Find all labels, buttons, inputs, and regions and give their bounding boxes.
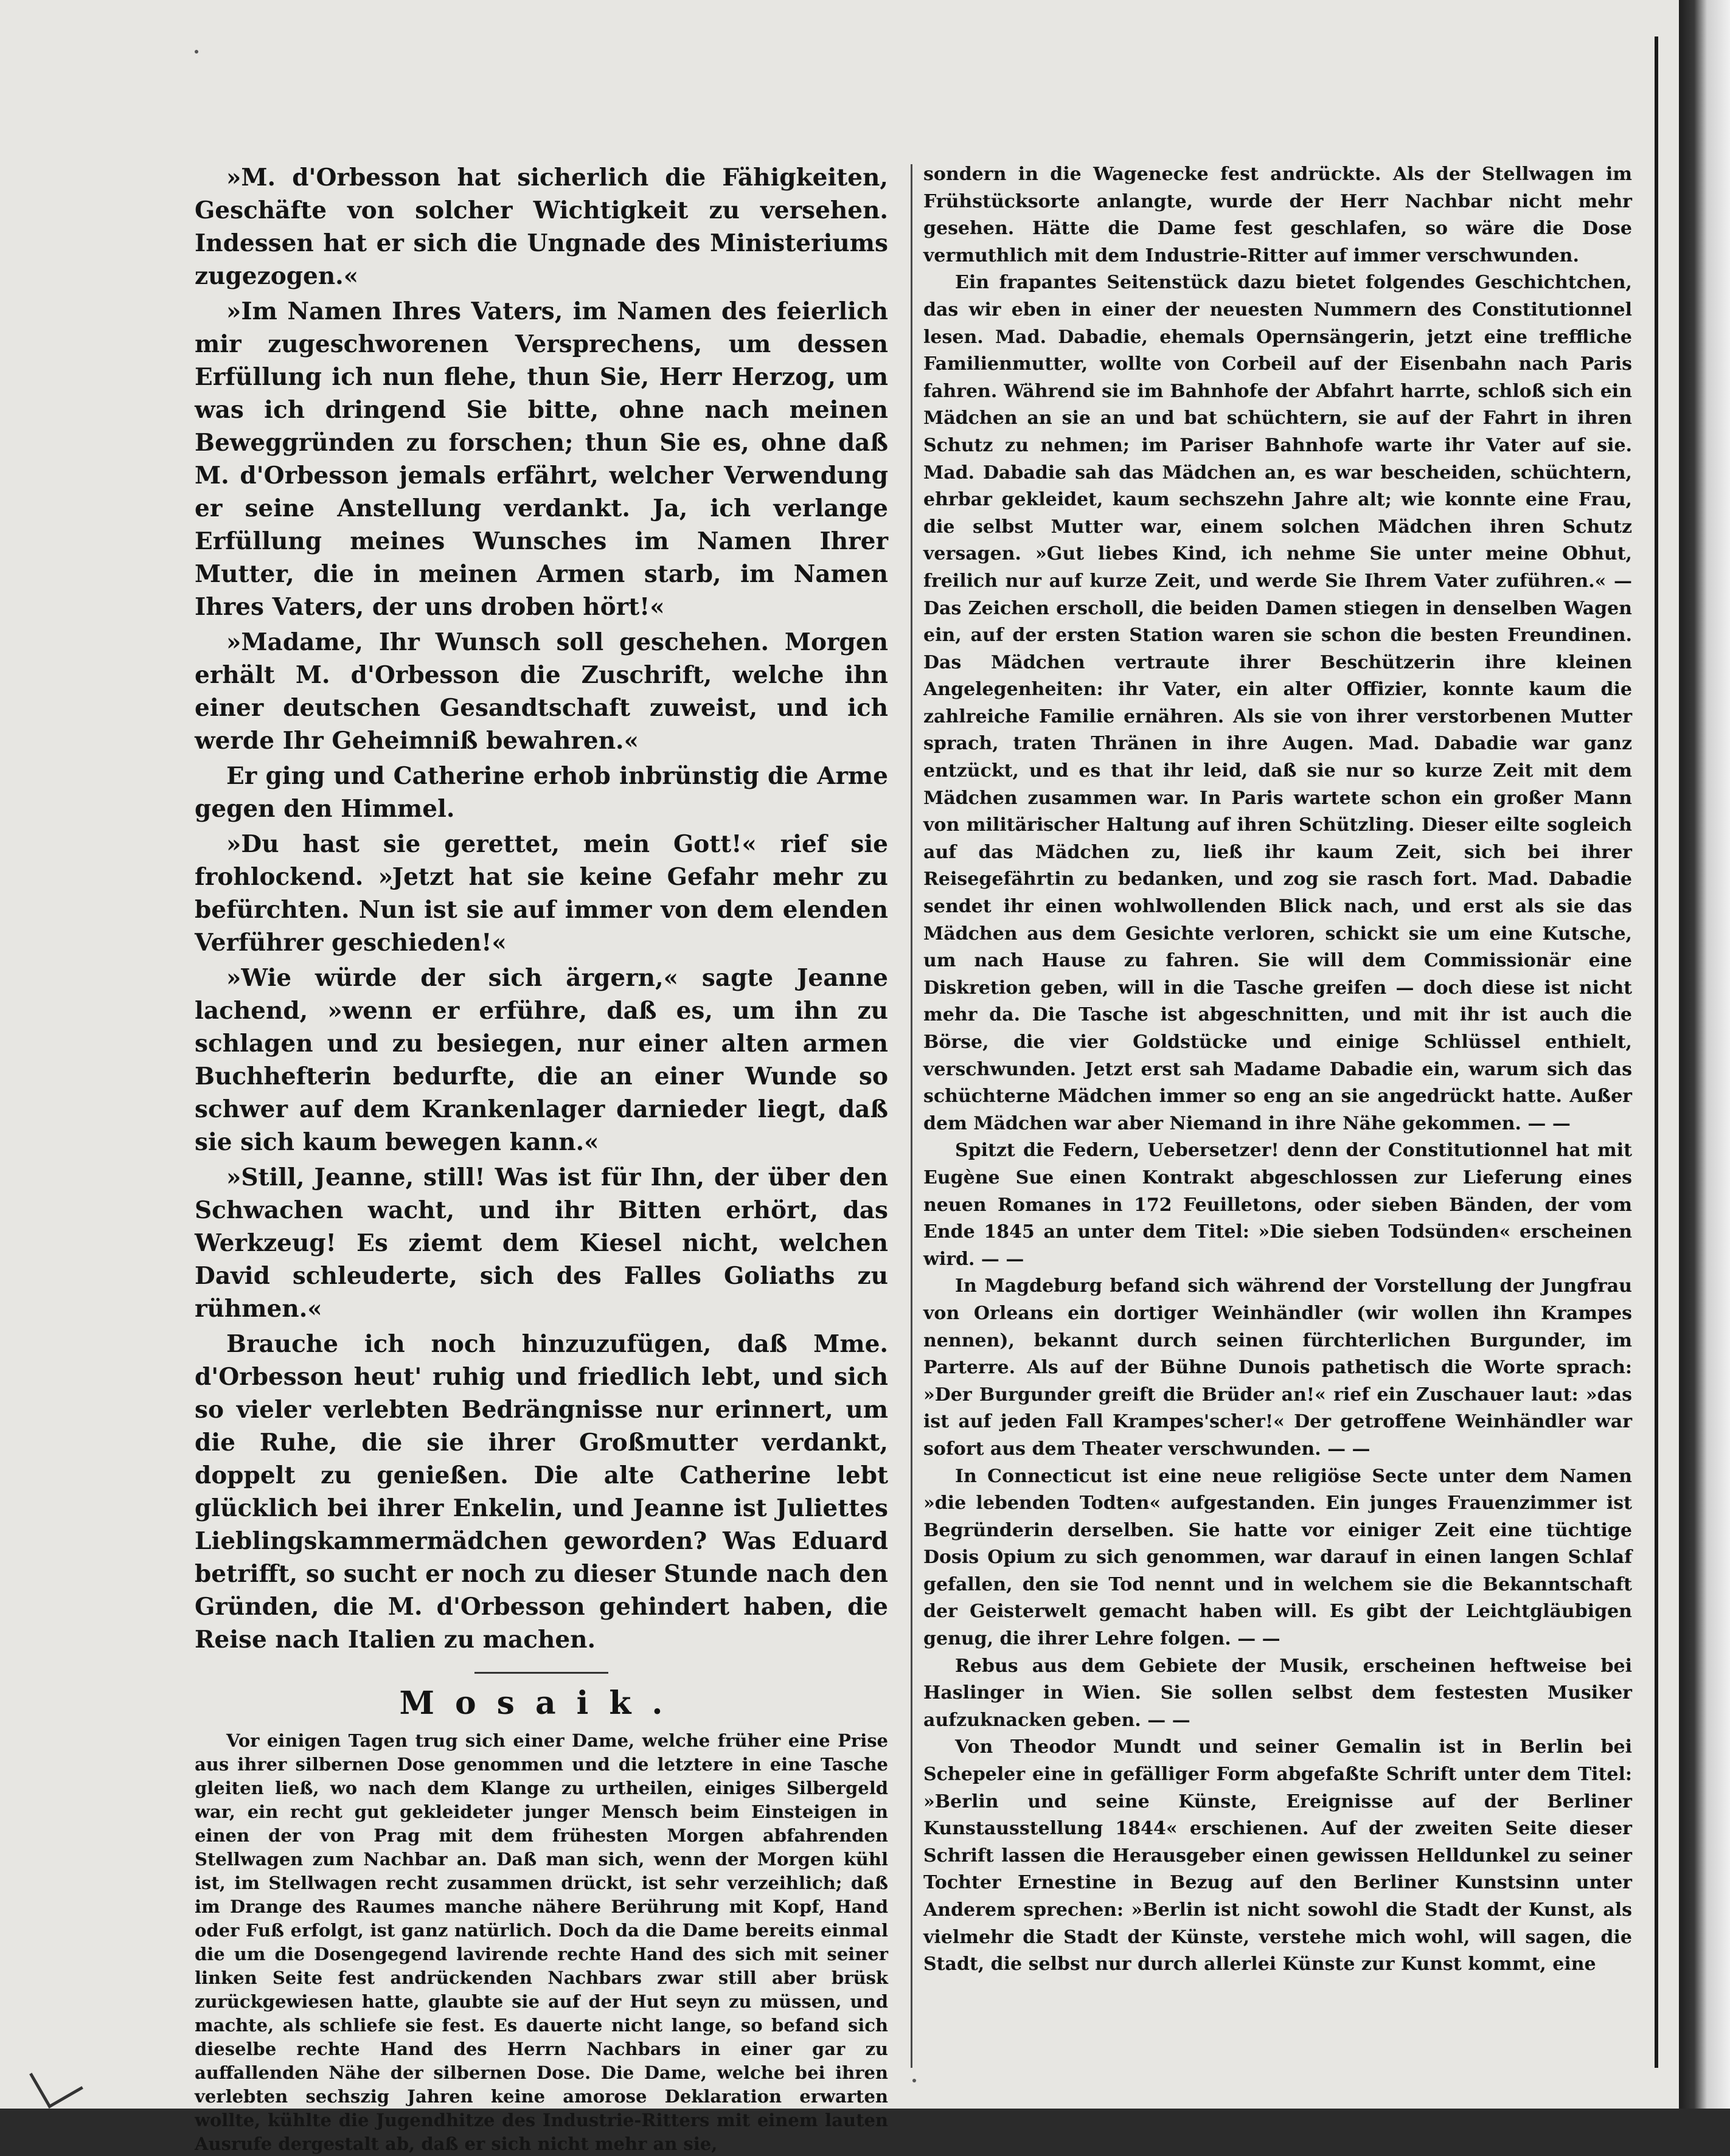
paragraph: »Still, Jeanne, still! Was ist für Ihn, der über den Schwachen wacht, und ihr Bitten erhört, das Werkzeug! Es ziemt dem Kiesel nicht, welchen David schleuderte, sich des Falles Goliaths zu rühmen.« [195,1163,888,1323]
section-divider-rule [474,1672,608,1674]
paragraph: »Du hast sie gerettet, mein Gott!« rief sie frohlockend. »Jetzt hat sie keine Gefahr mehr zu befürchten. Nun ist sie auf immer von dem elenden Verführer geschieden!« [195,830,888,957]
paragraph: Brauche ich noch hinzuzufügen, daß Mme. d'Orbesson heut' ruhig und friedlich lebt, und sich so vieler verlebten Bedrängnisse nur erinnert, um die Ruhe, die sie ihrer Großmutter verdankt, doppelt zu genießen. Die alte Catherine lebt glücklich bei ihrer Enkelin, und Jeanne ist Juliettes Lieblingskammermädchen geworden? Was Eduard betrifft, so sucht er noch zu dieser Stunde nach den Gründen, die M. d'Orbesson gehindert haben, die Reise nach Italien zu machen. [195,1330,888,1654]
scan-edge [1679,0,1730,2109]
paragraph: Rebus aus dem Gebiete der Musik, erscheinen heftweise bei Haslinger in Wien. Sie sollen selbst dem festesten Musiker aufzuknacken geben. — — [923,1655,1632,1731]
paragraph: »M. d'Orbesson hat sicherlich die Fähigkeiten, Geschäfte von solcher Wichtigkeit zu versehen. Indessen hat er sich die Ungnade des Ministeriums zugezogen.« [195,164,888,290]
paragraph: In Connecticut ist eine neue religiöse Secte unter dem Namen »die lebenden Todten« aufgestanden. Ein junges Frauenzimmer ist Begründerin derselben. Sie hatte vor einiger Zeit eine tüchtige Dosis Opium zu sich genommen, war darauf in einen langen Schlaf gefallen, den sie Tod nennt und in welchem sie die Bekanntschaft der Geisterwelt gemacht haben will. Es gibt der Leichtgläubigen genug, die ihrer Lehre folgen. — — [923,1465,1632,1650]
paragraph: Er ging und Catherine erhob inbrünstig die Arme gegen den Himmel. [195,762,888,823]
paragraph: Von Theodor Mundt und seiner Gemalin ist in Berlin bei Schepeler eine in gefälliger Form abgefaßte Schrift unter dem Titel: »Berlin und seine Künste, Ereignisse auf der Berliner Kunstausstellung 1844« erschienen. Auf der zweiten Seite dieser Schrift lassen die Herausgeber einen gewissen Helldunkel zu seiner Tochter Ernestine in Bezug auf den Berliner Kunstsinn unter Anderem sprechen: »Berlin ist nicht sowohl die Stadt der Kunst, als vielmehr die Stadt der Künste, verstehe mich wohl, will sagen, die Stadt, die selbst nur durch allerlei Künste zur Kunst kommt, eine [923,1736,1632,1975]
paragraph: Vor einigen Tagen trug sich einer Dame, welche früher eine Prise aus ihrer silbernen Dose genommen und die letztere in eine Tasche gleiten ließ, wo nach dem Klange zu urtheilen, einiges Silbergeld war, ein recht gut gekleideter junger Mensch beim Einsteigen in einen der von Prag mit dem frühesten Morgen abfahrenden Stellwagen zum Nachbar an. Daß man sich, wenn der Morgen kühl ist, im Stellwagen recht zusammen drückt, ist sehr verzeihlich; daß im Drange des Raumes manche nähere Berührung mit Kopf, Hand oder Fuß erfolgt, ist ganz natürlich. Doch da die Dame bereits einmal die um die Dosengegend lavirende rechte Hand des sich mit seiner linken Seite fest andrückenden Nachbars zwar still aber brüsk zurückgewiesen hatte, glaubte sie auf der Hut seyn zu müssen, und machte, als schliefe sie fest. Es dauerte nicht lange, so befand sich dieselbe rechte Hand des Herrn Nachbars in einer gar zu auffallenden Nähe der silbernen Dose. Die Dame, welche bei ihren verlebten sechszig Jahren keine amorose Deklaration erwarten wollte, kühlte die Jugendhitze des Industrie-Ritters mit einem lauten Ausrufe dergestalt ab, daß er sich nicht mehr an sie, [195,1730,888,2154]
paragraph: Spitzt die Federn, Uebersetzer! denn der Constitutionnel hat mit Eugène Sue einen Kontrakt abgeschlossen zur Lieferung eines neuen Romanes in 172 Feuilletons, oder sieben Bänden, der vom Ende 1845 an unter dem Titel: »Die sieben Todsünden« erscheinen wird. — — [923,1140,1632,1270]
paragraph: Ein frapantes Seitenstück dazu bietet folgendes Geschichtchen, das wir eben in einer der neuesten Nummern des Constitutionnel lesen. Mad. Dabadie, ehemals Opernsängerin, jetzt eine treffliche Familienmutter, wollte von Corbeil auf der Eisenbahn nach Paris fahren. Während sie im Bahnhofe der Abfahrt harrte, schloß sich ein Mädchen an sie an und bat schüchtern, sie auf der Fahrt in ihren Schutz zu nehmen; im Pariser Bahnhofe warte ihr Vater auf sie. Mad. Dabadie sah das Mädchen an, es war bescheiden, schüchtern, ehrbar gekleidet, kaum sechszehn Jahre alt; wie konnte eine Frau, die selbst Mutter war, einem solchen Mädchen ihren Schutz versagen. »Gut liebes Kind, ich nehme Sie unter meine Obhut, freilich nur auf kurze Zeit, und werde Sie Ihrem Vater zuführen.« — Das Zeichen erscholl, die beiden Damen stiegen in denselben Wagen ein, auf der ersten Station waren sie schon die besten Freundinen. Das Mädchen vertraute ihrer Beschützerin ihre kleinen Angelegenheiten: ihr Vater, ein alter Offizier, konnte kaum die zahlreiche Familie ernähren. Als sie von ihrer verstorbenen Mutter sprach, traten Thränen in ihre Augen. Mad. Dabadie war ganz entzückt, und es that ihr leid, daß sie nur so kurze Zeit mit dem Mädchen zusammen war. In Paris wartete schon ein großer Mann von militärischer Haltung auf ihren Schützling. Dieser eilte sogleich auf das Mädchen zu, ließ ihr kaum Zeit, sich bei ihrer Reisegefährtin zu bedanken, und zog sie rasch fort. Mad. Dabadie sendet ihr einen wohlwollenden Blick nach, und erst als sie das Mädchen aus dem Gesichte verloren, schickt sie um eine Kutsche, um nach Hause zu fahren. Sie will dem Commissionär eine Diskretion geben, will in die Tasche greifen — doch diese ist nicht mehr da. Die Tasche ist abgeschnitten, und mit ihr ist auch die Börse, die vier Goldstücke und einige Schlüssel enthielt, verschwunden. Jetzt erst sah Madame Dabadie ein, warum sich das schüchterne Mädchen immer so eng an sie angedrückt hatte. Außer dem Mädchen war aber Niemand in ihre Nähe gekommen. — — [923,272,1632,1134]
page-corner-mark [29,2054,83,2109]
left-column [195,161,888,2156]
paragraph: In Magdeburg befand sich während der Vorstellung der Jungfrau von Orleans ein dortiger Weinhändler (wir wollen ihn Krampes nennen), bekannt durch seinen fürchterlichen Burgunder, im Parterre. Als auf der Bühne Dunois pathetisch die Worte sprach: »Der Burgunder greift die Brüder an!« rief ein Zuschauer laut: »das ist auf jeden Fall Krampes'scher!« Der getroffene Weinhändler war sofort aus dem Theater verschwunden. — — [923,1275,1632,1460]
page-edge-line [1655,36,1658,2068]
paragraph: »Im Namen Ihres Vaters, im Namen des feierlich mir zugeschworenen Versprechens, um dessen Erfüllung ich nun flehe, thun Sie, Herr Herzog, um was ich dringend Sie bitte, ohne nach meinen Beweggründen zu forschen; thun Sie es, ohne daß M. d'Orbesson jemals erfährt, welcher Verwendung er seine Anstellung verdankt. Ja, ich verlange Erfüllung meines Wunsches im Namen Ihrer Mutter, die in meinen Armen starb, im Namen Ihres Vaters, der uns droben hört!« [195,297,888,621]
paragraph: »Madame, Ihr Wunsch soll geschehen. Morgen erhält M. d'Orbesson die Zuschrift, welche ihn einer deutschen Gesandtschaft zuweist, und ich werde Ihr Geheimniß bewahren.« [195,628,888,755]
ink-speck [195,50,198,54]
column-divider [911,164,912,2068]
ink-speck [912,2079,916,2082]
paragraph: »Wie würde der sich ärgern,« sagte Jeanne lachend, »wenn er erführe, daß es, um ihn zu schlagen und zu besiegen, nur einer alten armen Buchhefterin bedurfte, die an einer Wunde so schwer auf dem Krankenlager darnieder liegt, daß sie sich kaum bewegen kann.« [195,964,888,1156]
section-heading: Mosaik. [399,1685,684,1722]
paragraph: sondern in die Wagenecke fest andrückte. Als der Stellwagen im Frühstücksorte anlangte, wurde der Herr Nachbar nicht mehr gesehen. Hätte die Dame fest geschlafen, so wäre die Dose vermuthlich mit dem Industrie-Ritter auf immer verschwunden. [923,164,1632,266]
right-column [923,161,1632,1978]
